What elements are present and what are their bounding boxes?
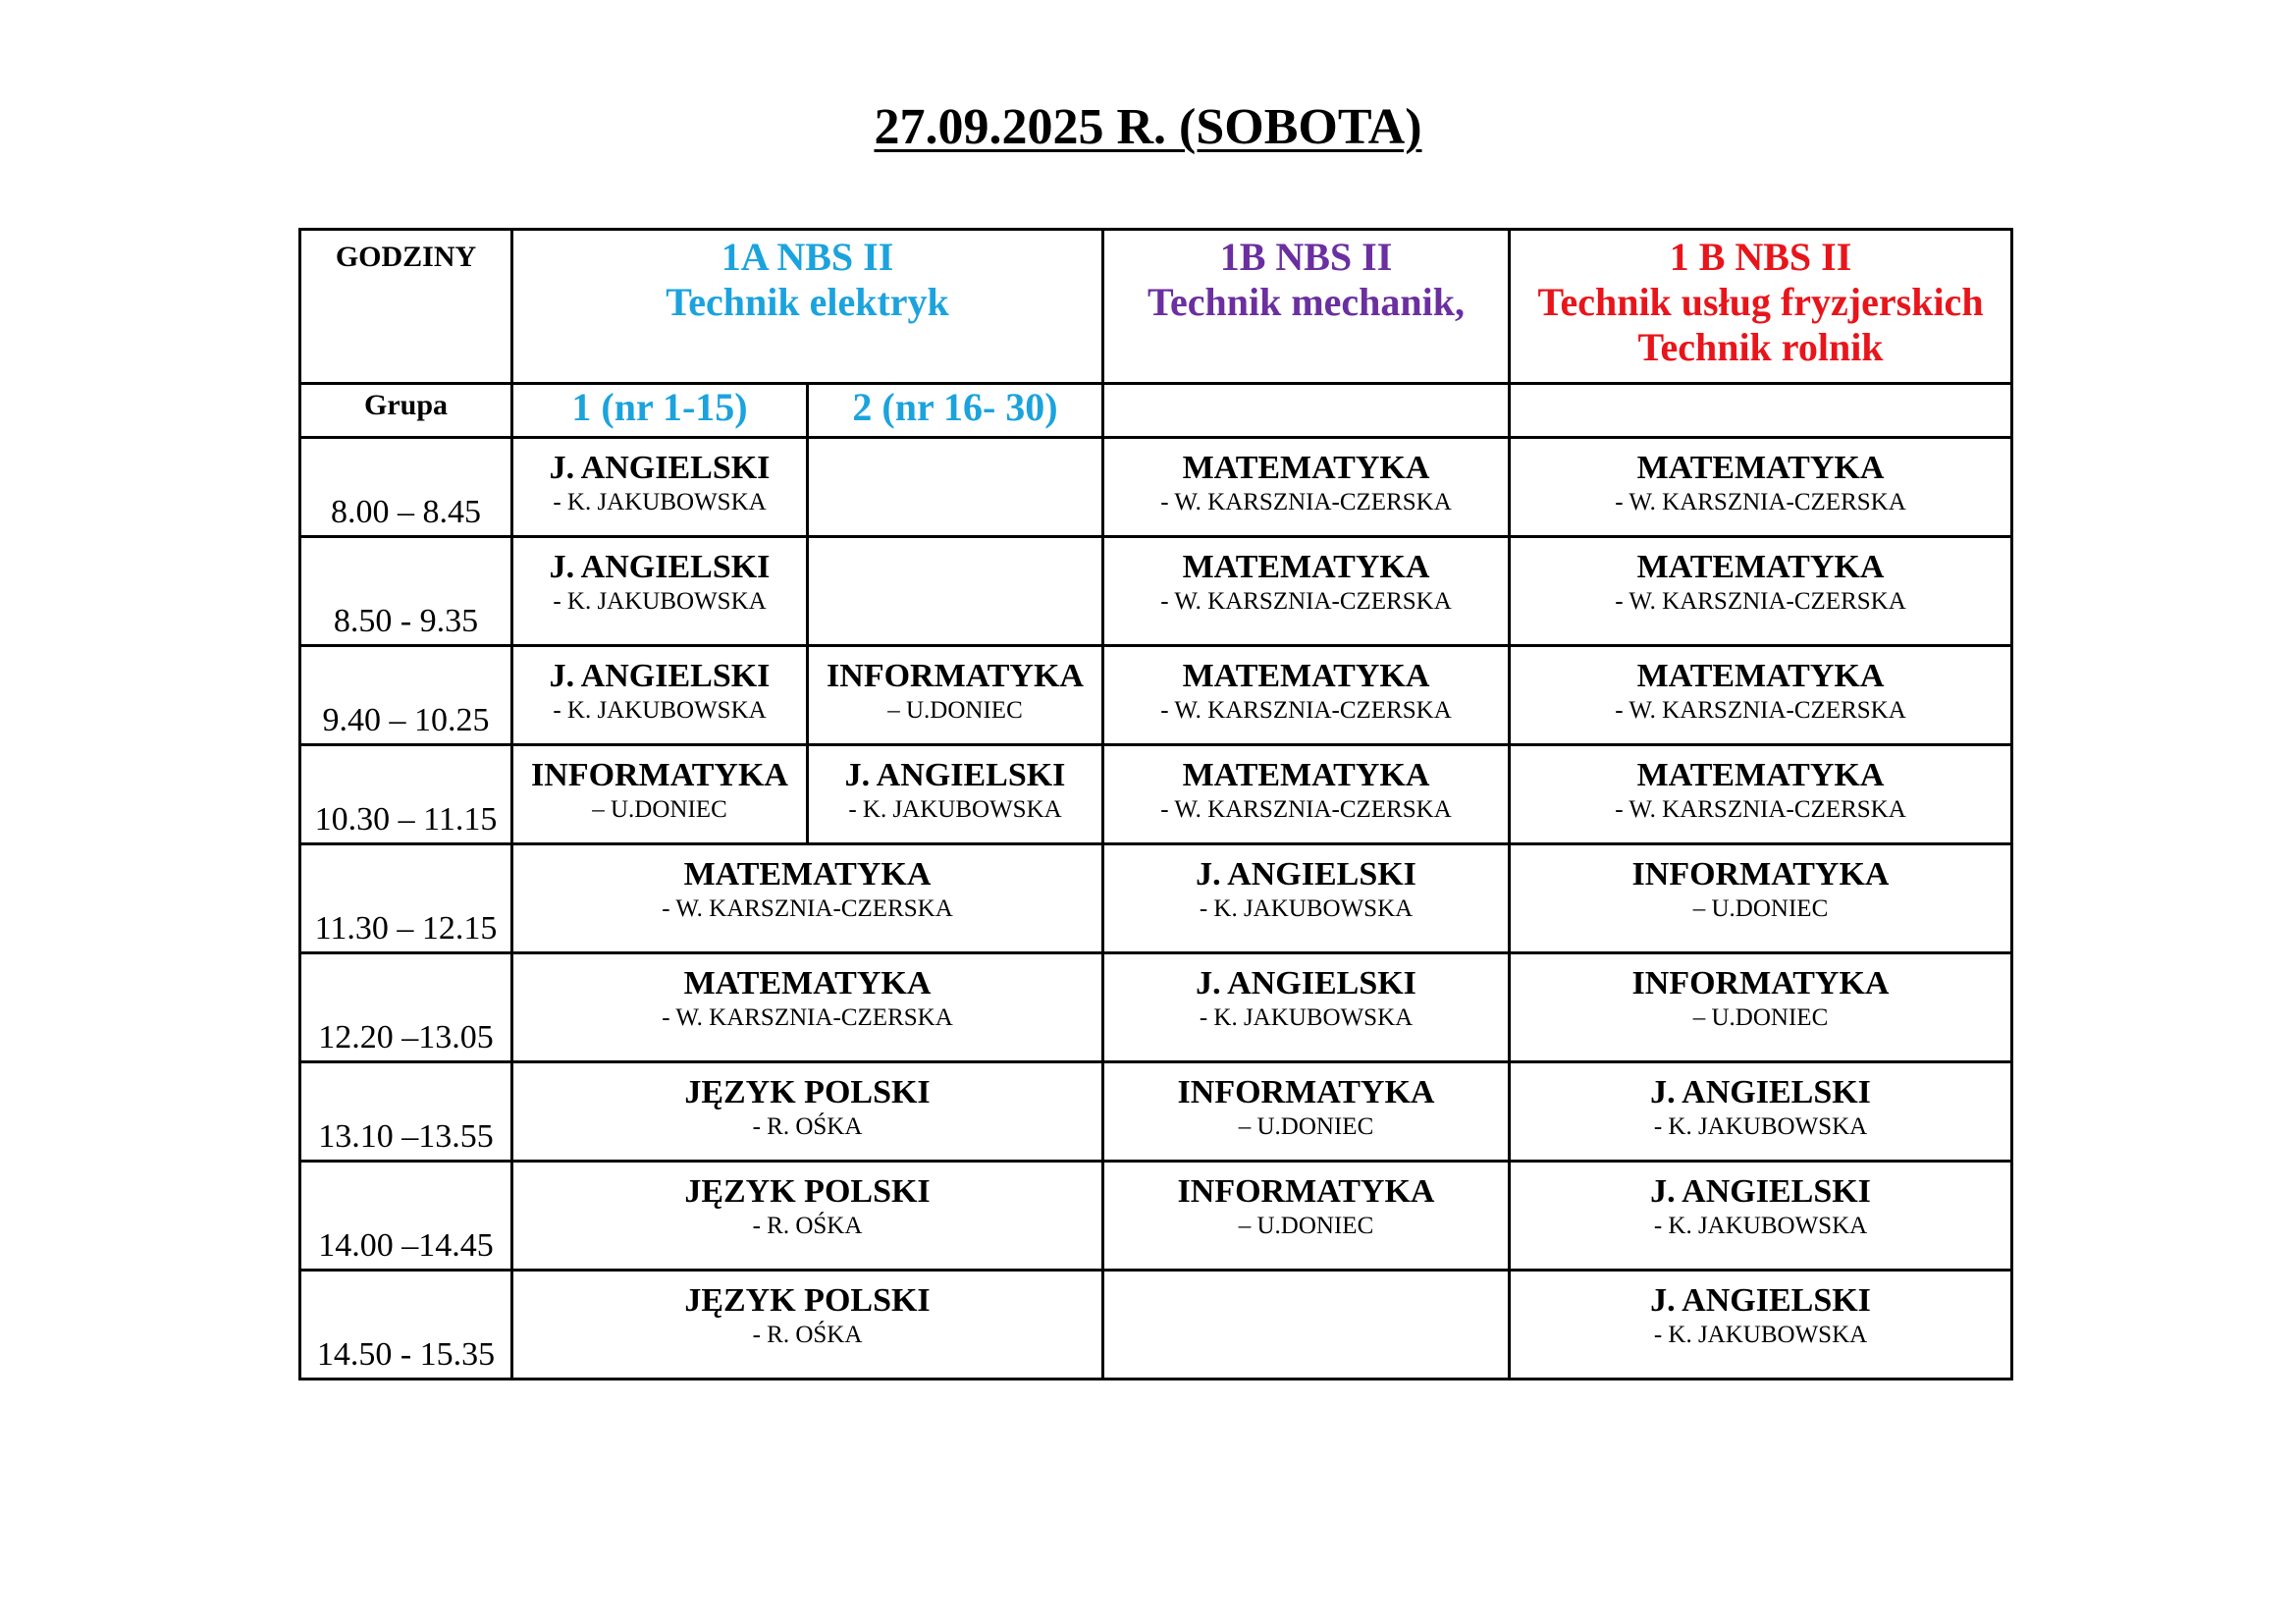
time-cell: 11.30 – 12.15 — [300, 844, 512, 953]
subject: INFORMATYKA — [1177, 1074, 1435, 1110]
subject: J. ANGIELSKI — [1196, 965, 1416, 1001]
class-1b-header — [1103, 230, 1510, 384]
teacher — [809, 548, 1101, 550]
class-1b-profile: Technik mechanik, — [1147, 280, 1466, 324]
table-row — [300, 537, 2012, 646]
lesson-cell — [512, 844, 1103, 953]
teacher: - K. JAKUBOWSKA — [1653, 1113, 1868, 1141]
header-row — [300, 230, 2012, 384]
lesson-cell — [512, 1062, 1103, 1162]
subject: J. ANGIELSKI — [1650, 1282, 1871, 1319]
lesson-cell — [1510, 1062, 2012, 1162]
time-cell: 8.50 - 9.35 — [300, 537, 512, 646]
subject: MATEMATYKA — [1636, 549, 1885, 585]
lesson-cell — [1103, 1271, 1510, 1380]
subject: JĘZYK POLSKI — [684, 1074, 931, 1110]
teacher: - R. OŚKA — [752, 1213, 863, 1240]
lesson-cell — [512, 1271, 1103, 1380]
lesson-cell — [512, 537, 808, 646]
teacher: - W. KARSZNIA-CZERSKA — [1615, 697, 1906, 725]
subject — [809, 538, 1101, 548]
lesson-cell — [1510, 953, 2012, 1062]
lesson-cell — [1510, 1271, 2012, 1380]
teacher: - K. JAKUBOWSKA — [553, 588, 767, 616]
subject: INFORMATYKA — [1631, 965, 1890, 1001]
lesson-cell — [808, 438, 1103, 537]
teacher: - W. KARSZNIA-CZERSKA — [1615, 588, 1906, 616]
time-cell: 10.30 – 11.15 — [300, 745, 512, 844]
teacher: – U.DONIEC — [1238, 1113, 1374, 1141]
teacher: - W. KARSZNIA-CZERSKA — [662, 1004, 953, 1032]
class-1b-name: 1B NBS II — [1219, 235, 1393, 279]
teacher: - K. JAKUBOWSKA — [848, 796, 1062, 824]
group-row — [300, 384, 2012, 438]
subject: MATEMATYKA — [1182, 658, 1430, 694]
subject: MATEMATYKA — [683, 965, 932, 1001]
teacher: – U.DONIEC — [1692, 895, 1829, 923]
class-1a-name: 1A NBS II — [721, 235, 894, 279]
subject: MATEMATYKA — [1182, 757, 1430, 793]
table-row — [300, 844, 2012, 953]
lesson-cell — [1103, 537, 1510, 646]
subject: INFORMATYKA — [531, 757, 788, 793]
group-1-label: 1 (nr 1-15) — [512, 384, 808, 438]
time-cell: 14.50 - 15.35 — [300, 1271, 512, 1380]
lesson-cell — [512, 438, 808, 537]
group-empty-cell — [1103, 384, 1510, 438]
schedule-table — [298, 228, 2013, 1380]
page-title: 27.09.2025 R. (SOBOTA) — [874, 99, 1422, 155]
teacher: - K. JAKUBOWSKA — [553, 489, 767, 516]
lesson-cell — [1103, 1162, 1510, 1271]
subject: MATEMATYKA — [1636, 757, 1885, 793]
teacher: - W. KARSZNIA-CZERSKA — [1160, 697, 1452, 725]
teacher: - K. JAKUBOWSKA — [1199, 1004, 1414, 1032]
teacher: - K. JAKUBOWSKA — [1653, 1213, 1868, 1240]
teacher: - W. KARSZNIA-CZERSKA — [662, 895, 953, 923]
class-1b-red-profile-2: Technik rolnik — [1637, 325, 1884, 369]
subject: MATEMATYKA — [1636, 450, 1885, 486]
teacher: - W. KARSZNIA-CZERSKA — [1615, 796, 1906, 824]
lesson-cell — [1103, 844, 1510, 953]
subject: INFORMATYKA — [827, 658, 1084, 694]
lesson-cell — [512, 1162, 1103, 1271]
teacher: - K. JAKUBOWSKA — [1199, 895, 1414, 923]
lesson-cell — [808, 537, 1103, 646]
lesson-cell — [512, 745, 808, 844]
lesson-cell — [1103, 1062, 1510, 1162]
lesson-cell — [1510, 1162, 2012, 1271]
class-1b-red-header — [1510, 230, 2012, 384]
group-label: Grupa — [300, 384, 512, 438]
teacher: - W. KARSZNIA-CZERSKA — [1160, 588, 1452, 616]
lesson-cell — [808, 745, 1103, 844]
teacher: - K. JAKUBOWSKA — [1653, 1322, 1868, 1349]
table-row — [300, 1162, 2012, 1271]
teacher: – U.DONIEC — [1692, 1004, 1829, 1032]
table-row — [300, 1271, 2012, 1380]
subject: J. ANGIELSKI — [549, 658, 771, 694]
teacher: – U.DONIEC — [1238, 1213, 1374, 1240]
table-row — [300, 953, 2012, 1062]
table-row — [300, 745, 2012, 844]
class-1a-header — [512, 230, 1103, 384]
teacher: - W. KARSZNIA-CZERSKA — [1160, 489, 1452, 516]
table-row — [300, 646, 2012, 745]
subject: J. ANGIELSKI — [1650, 1173, 1871, 1210]
class-1b-red-profile-1: Technik usług fryzjerskich — [1537, 280, 1984, 324]
teacher: - W. KARSZNIA-CZERSKA — [1615, 489, 1906, 516]
lesson-cell — [1510, 646, 2012, 745]
subject: JĘZYK POLSKI — [684, 1282, 931, 1319]
teacher: – U.DONIEC — [887, 697, 1023, 725]
subject — [1104, 1272, 1508, 1281]
table-row — [300, 1062, 2012, 1162]
subject: J. ANGIELSKI — [549, 450, 771, 486]
time-cell: 14.00 –14.45 — [300, 1162, 512, 1271]
teacher — [809, 449, 1101, 451]
time-cell: 12.20 –13.05 — [300, 953, 512, 1062]
teacher: - K. JAKUBOWSKA — [553, 697, 767, 725]
subject: INFORMATYKA — [1631, 856, 1890, 893]
group-2-label: 2 (nr 16- 30) — [808, 384, 1103, 438]
teacher: - R. OŚKA — [752, 1113, 863, 1141]
lesson-cell — [1510, 438, 2012, 537]
subject: J. ANGIELSKI — [844, 757, 1066, 793]
lesson-cell — [512, 953, 1103, 1062]
teacher — [1104, 1281, 1508, 1283]
hours-header: GODZINY — [300, 230, 512, 384]
subject: J. ANGIELSKI — [549, 549, 771, 585]
subject: MATEMATYKA — [1636, 658, 1885, 694]
teacher: - W. KARSZNIA-CZERSKA — [1160, 796, 1452, 824]
table-row — [300, 438, 2012, 537]
subject: MATEMATYKA — [1182, 549, 1430, 585]
time-cell: 9.40 – 10.25 — [300, 646, 512, 745]
subject: J. ANGIELSKI — [1650, 1074, 1871, 1110]
lesson-cell — [808, 646, 1103, 745]
subject: JĘZYK POLSKI — [684, 1173, 931, 1210]
lesson-cell — [1510, 537, 2012, 646]
teacher: - R. OŚKA — [752, 1322, 863, 1349]
lesson-cell — [1510, 844, 2012, 953]
time-cell: 13.10 –13.55 — [300, 1062, 512, 1162]
lesson-cell — [512, 646, 808, 745]
group-empty-cell — [1510, 384, 2012, 438]
lesson-cell — [1103, 953, 1510, 1062]
subject: MATEMATYKA — [1182, 450, 1430, 486]
lesson-cell — [1103, 646, 1510, 745]
time-cell: 8.00 – 8.45 — [300, 438, 512, 537]
subject: INFORMATYKA — [1177, 1173, 1435, 1210]
subject: MATEMATYKA — [683, 856, 932, 893]
lesson-cell — [1510, 745, 2012, 844]
lesson-cell — [1103, 438, 1510, 537]
teacher: – U.DONIEC — [592, 796, 727, 824]
subject: J. ANGIELSKI — [1196, 856, 1416, 893]
subject — [809, 439, 1101, 449]
class-1b-red-name: 1 B NBS II — [1669, 235, 1852, 279]
lesson-cell — [1103, 745, 1510, 844]
class-1a-profile: Technik elektryk — [666, 280, 949, 324]
